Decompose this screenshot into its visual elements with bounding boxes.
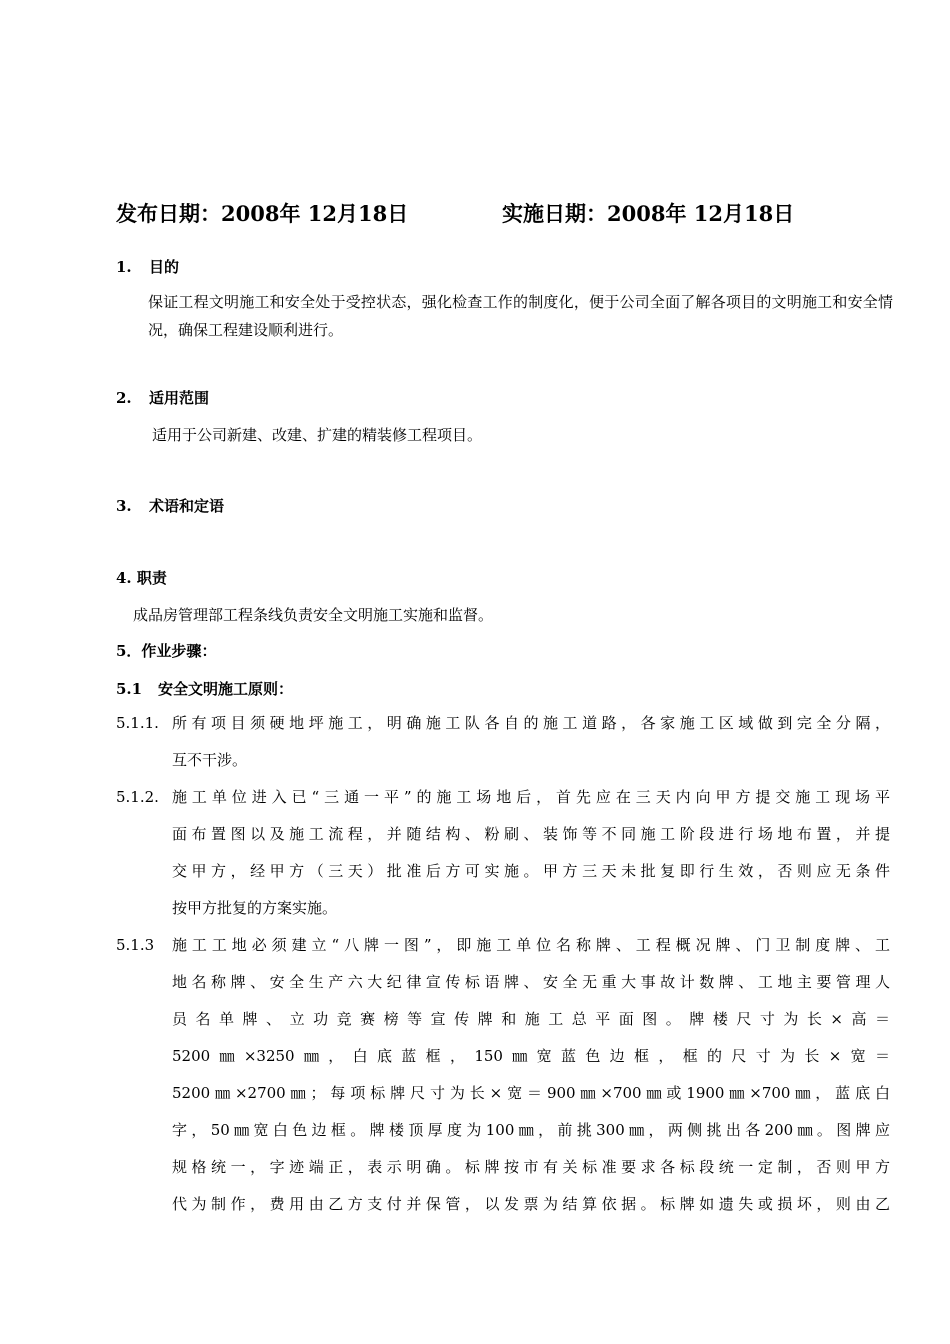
section-2-title: 适用范围	[149, 389, 210, 407]
item-line: 5200㎜×3250㎜，白底蓝框，150㎜宽蓝色边框，框的尺寸为长×宽＝	[172, 1047, 890, 1065]
item-body	[172, 705, 890, 779]
section-1-text: 保证工程文明施工和安全处于受控状态，强化检查工作的制度化，便于公司全面了解各项目的文明施工和安全情况，确保工程建设顺利进行。	[148, 293, 893, 339]
section-3-number: 3.	[116, 497, 132, 515]
item-line: 互不干涉。	[172, 751, 248, 769]
section-2-heading	[116, 387, 209, 408]
item-label: 5.1.3	[116, 936, 155, 954]
item-label: 5.1.1.	[116, 714, 159, 732]
item-line: 施工工地必须建立“八牌一图”，即施工单位名称牌、工程概况牌、门卫制度牌、工	[172, 936, 890, 954]
section-3-heading	[116, 495, 224, 516]
section-5-1-title: 安全文明施工原则：	[158, 680, 294, 698]
section-1-number: 1.	[116, 258, 132, 276]
item-line: 交甲方，经甲方（三天）批准后方可实施。甲方三天未批复即行生效，否则应无条件	[172, 862, 890, 880]
item-line: 员名单牌、立功竞赛榜等宣传牌和施工总平面图。牌楼尺寸为长×高＝	[172, 1010, 890, 1028]
section-1-title: 目的	[149, 258, 180, 276]
item-body	[172, 927, 890, 1223]
item-line: 代为制作，费用由乙方支付并保管，以发票为结算依据。标牌如遗失或损坏，则由乙	[172, 1195, 890, 1213]
item-label: 5.1.2.	[116, 788, 159, 806]
section-1-heading	[116, 256, 179, 277]
effective-date: 实施日期：2008年 12月18日	[502, 201, 795, 226]
release-date: 发布日期：2008年 12月18日	[116, 201, 409, 226]
item-line: 所有项目须硬地坪施工，明确施工队各自的施工道路，各家施工区域做到完全分隔，	[172, 714, 890, 732]
section-4-text: 成品房管理部工程条线负责安全文明施工实施和监督。	[133, 606, 494, 624]
section-5-1-number: 5.1	[116, 680, 143, 698]
section-5-1-heading	[116, 678, 293, 699]
item-line: 施工单位进入已“三通一平”的施工场地后，首先应在三天内向甲方提交施工现场平	[172, 788, 890, 806]
section-2-number: 2.	[116, 389, 132, 407]
item-line: 按甲方批复的方案实施。	[172, 899, 338, 917]
item-line: 面布置图以及施工流程，并随结构、粉刷、装饰等不同施工阶段进行场地布置，并提	[172, 825, 890, 843]
date-line	[116, 198, 876, 232]
section-4-heading: 4. 职责	[116, 569, 167, 587]
item-line: 5200㎜×2700㎜；每项标牌尺寸为长×宽＝900㎜×700㎜或1900㎜×700㎜，蓝底白	[172, 1084, 890, 1102]
item-line: 地名称牌、安全生产六大纪律宣传标语牌、安全无重大事故计数牌、工地主要管理人	[172, 973, 890, 991]
item-line: 规格统一，字迹端正，表示明确。标牌按市有关标准要求各标段统一定制，否则甲方	[172, 1158, 890, 1176]
item-body	[172, 779, 890, 927]
item-line: 字，50㎜宽白色边框。牌楼顶厚度为100㎜，前挑300㎜，两侧挑出各200㎜。图牌应	[172, 1121, 890, 1139]
section-3-title: 术语和定语	[149, 497, 225, 515]
section-5-heading: 5．作业步骤：	[116, 642, 217, 660]
section-2-text: 适用于公司新建、改建、扩建的精装修工程项目。	[152, 426, 483, 444]
